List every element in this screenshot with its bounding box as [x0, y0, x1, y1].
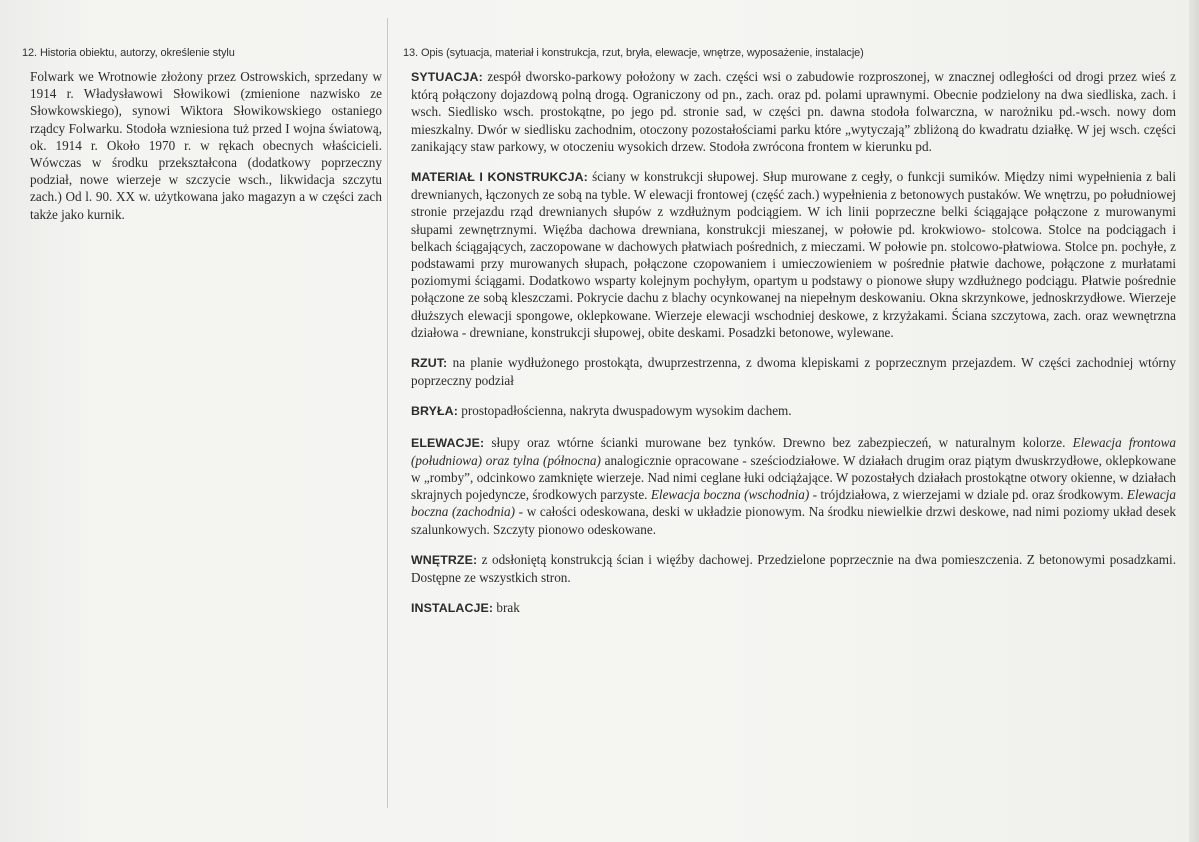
bryla-label: BRYŁA:: [411, 404, 458, 419]
section-rzut: [411, 354, 1176, 389]
elewacje-italic-1: Elewacja frontowa (południowa) oraz tylna (północna): [411, 434, 1176, 468]
rzut-label: RZUT:: [411, 356, 448, 371]
sytuacja-text: zespół dworsko-parkowy położony w zach. części wsi o zabudowie rozproszonej, w znacznej odległości od drogi przez wieś z którą połączony dojazdową polną drogą. Ograniczony od pn., zach. oraz pd. polami uprawnymi. Obecnie podzielony na dwa siedliska, zach. i wsch. Siedlisko wsch. prostokątne, po jego pd. stronie sad, w części pn. dawna stodoła folwarczna, w narożniku pd.-wsch. nowy dom mieszkalny. Dwór w siedlisku zachodnim, otoczony pozostałościami parku które „wytyczają” zbliżoną do kwadratu działkę. W jej wsch. części zanikający staw parkowy, w otoczeniu wysokich drzew. Stodoła zwrócona frontem w kierunku pd.: [411, 69, 1176, 154]
instalacje-label: INSTALACJE:: [411, 601, 494, 616]
elewacje-text-4: - w całości odeskowana, deski w układzie pionowym. Na środku niewielkie drzwi deskowe, nad nimi poziomy układ desek szalunkowych. Szczyty pionowo odeskowane.: [411, 504, 1176, 537]
wnetrze-text: z odsłoniętą konstrukcją ścian i więźby dachowej. Przedzielone poprzecznie na dwa pomieszczenia. Z betonowymi posadzkami. Dostępne ze wszystkich stron.: [411, 551, 1176, 586]
elewacje-italic-2: Elewacja boczna (wschodnia): [650, 487, 810, 503]
section-sytuacja: [411, 68, 1176, 155]
history-column: [22, 47, 382, 223]
description-heading: 13. Opis (sytuacja, materiał i konstrukcja, rzut, bryła, elewacje, wnętrze, wyposażenie, instalacje): [403, 47, 864, 59]
section-material: [411, 168, 1176, 341]
elewacje-label: ELEWACJE:: [411, 435, 485, 450]
section-elewacje: [411, 434, 1176, 538]
section-instalacje: [411, 599, 1176, 617]
description-column: [403, 47, 1176, 617]
history-heading: 12. Historia obiektu, autorzy, określenie stylu: [22, 47, 235, 59]
instalacje-text: brak: [493, 600, 520, 616]
elewacje-text-1: słupy oraz wtórne ścianki murowane bez tynków. Drewno bez zabezpieczeń, w naturalnym kolorze.: [484, 434, 1073, 450]
material-label: MATERIAŁ I KONSTRUKCJA:: [411, 170, 588, 185]
section-bryla: [411, 402, 1176, 420]
section-wnetrze: [411, 551, 1176, 586]
paper-edge: [1189, 0, 1199, 842]
rzut-text: na planie wydłużonego prostokąta, dwuprzestrzenna, z dwoma klepiskami z poprzecznym przejazdem. W części zachodniej wtórny poprzeczny podział: [411, 355, 1176, 389]
material-text: ściany w konstrukcji słupowej. Słup murowane z cegły, o funkcji sumików. Między nimi wypełnienia z bali drewnianych, łączonych ze sobą na tyble. W elewacji frontowej (część zach.) wypełnienia z betonowych pustaków. We wnętrzu, po południowej stronie przejazdu rząd drewnianych słupów z wzdłużnym podciągiem. W ich linii poprzeczne belki ściągające połączone z murowanymi słupami zewnętrznymi. Więźba dachowa drewniana, konstrukcji mieszanej, w połowie pd. krokwiowo- stolcowa. Stolce na podciągach i belkach ściągających, zaczopowane w dachowych płatwiach pośrednich, z mieczami. W połowie pn. stolcowo-płatwiowa. Stolce pn. pochyłe, z podstawami przy murowanych słupach, połączone czopowaniem i umieczowieniem w pośrednie płatwie dachowe, połączone z murłatami poziomymi ściągami. Dodatkowo wsparty kolejnym pochyłym, opartym u podstawy o pionowe słupy wzdłużnego podciągu. Płatwie pośrednie połączone ze sobą kleszczami. Pokrycie dachu z blachy ocynkowanej na niepełnym deskowaniu. Okna skrzynkowe, jednoskrzydłowe. Wierzeje dłuższych elewacji spongowe, oklepkowane. Wierzeje elewacji wschodniej deskowe, z krzyżakami. Ściana szczytowa, zach. oraz wewnętrzna działowa - drewniane, konstrukcji słupowej, obite deskami. Posadzki betonowe, wylewane.: [411, 169, 1177, 340]
column-divider: [387, 18, 388, 808]
history-text: Folwark we Wrotnowie złożony przez Ostrowskich, sprzedany w 1914 r. Władysławowi Słowikowi (zmienione nazwisko ze Słowkowskiego), synowi Wiktora Słowikowskiego ostaniego rządcy Folwarku. Stodoła wzniesiona tuż przed I wojna światową, ok. 1914 r. Około 1970 r. w rękach obecnych właścicieli. Wówczas w środku przekształcona (dodatkowy poprzeczny podział, nowe wierzeje w szczycie wsch., likwidacja szczytu zach.) Od l. 90. XX w. użytkowana jako magazyn a w części zach także jako kurnik.: [30, 69, 382, 222]
sytuacja-label: SYTUACJA:: [411, 70, 483, 84]
bryla-text: prostopadłościenna, nakryta dwuspadowym wysokim dachem.: [457, 403, 792, 419]
wnetrze-label: WNĘTRZE:: [411, 552, 478, 567]
elewacje-text-2: analogicznie opracowane - sześciodziałowe. W działach drugim oraz piątym dwuskrzydłowe, oklepkowane w „romby”, odcinkowo zamknięte wierzeje. Nad nimi ceglane łuki odciążające. W pozostałych działach prostokątne otwory okienne, w działach skrajnych pojedyncze, środkowych parzyste.: [411, 452, 1176, 503]
elewacje-italic-3: Elewacja boczna (zachodnia): [411, 487, 1176, 520]
elewacje-text-3: - trójdziałowa, z wierzejami w dziale pd. oraz środkowym.: [809, 487, 1127, 503]
